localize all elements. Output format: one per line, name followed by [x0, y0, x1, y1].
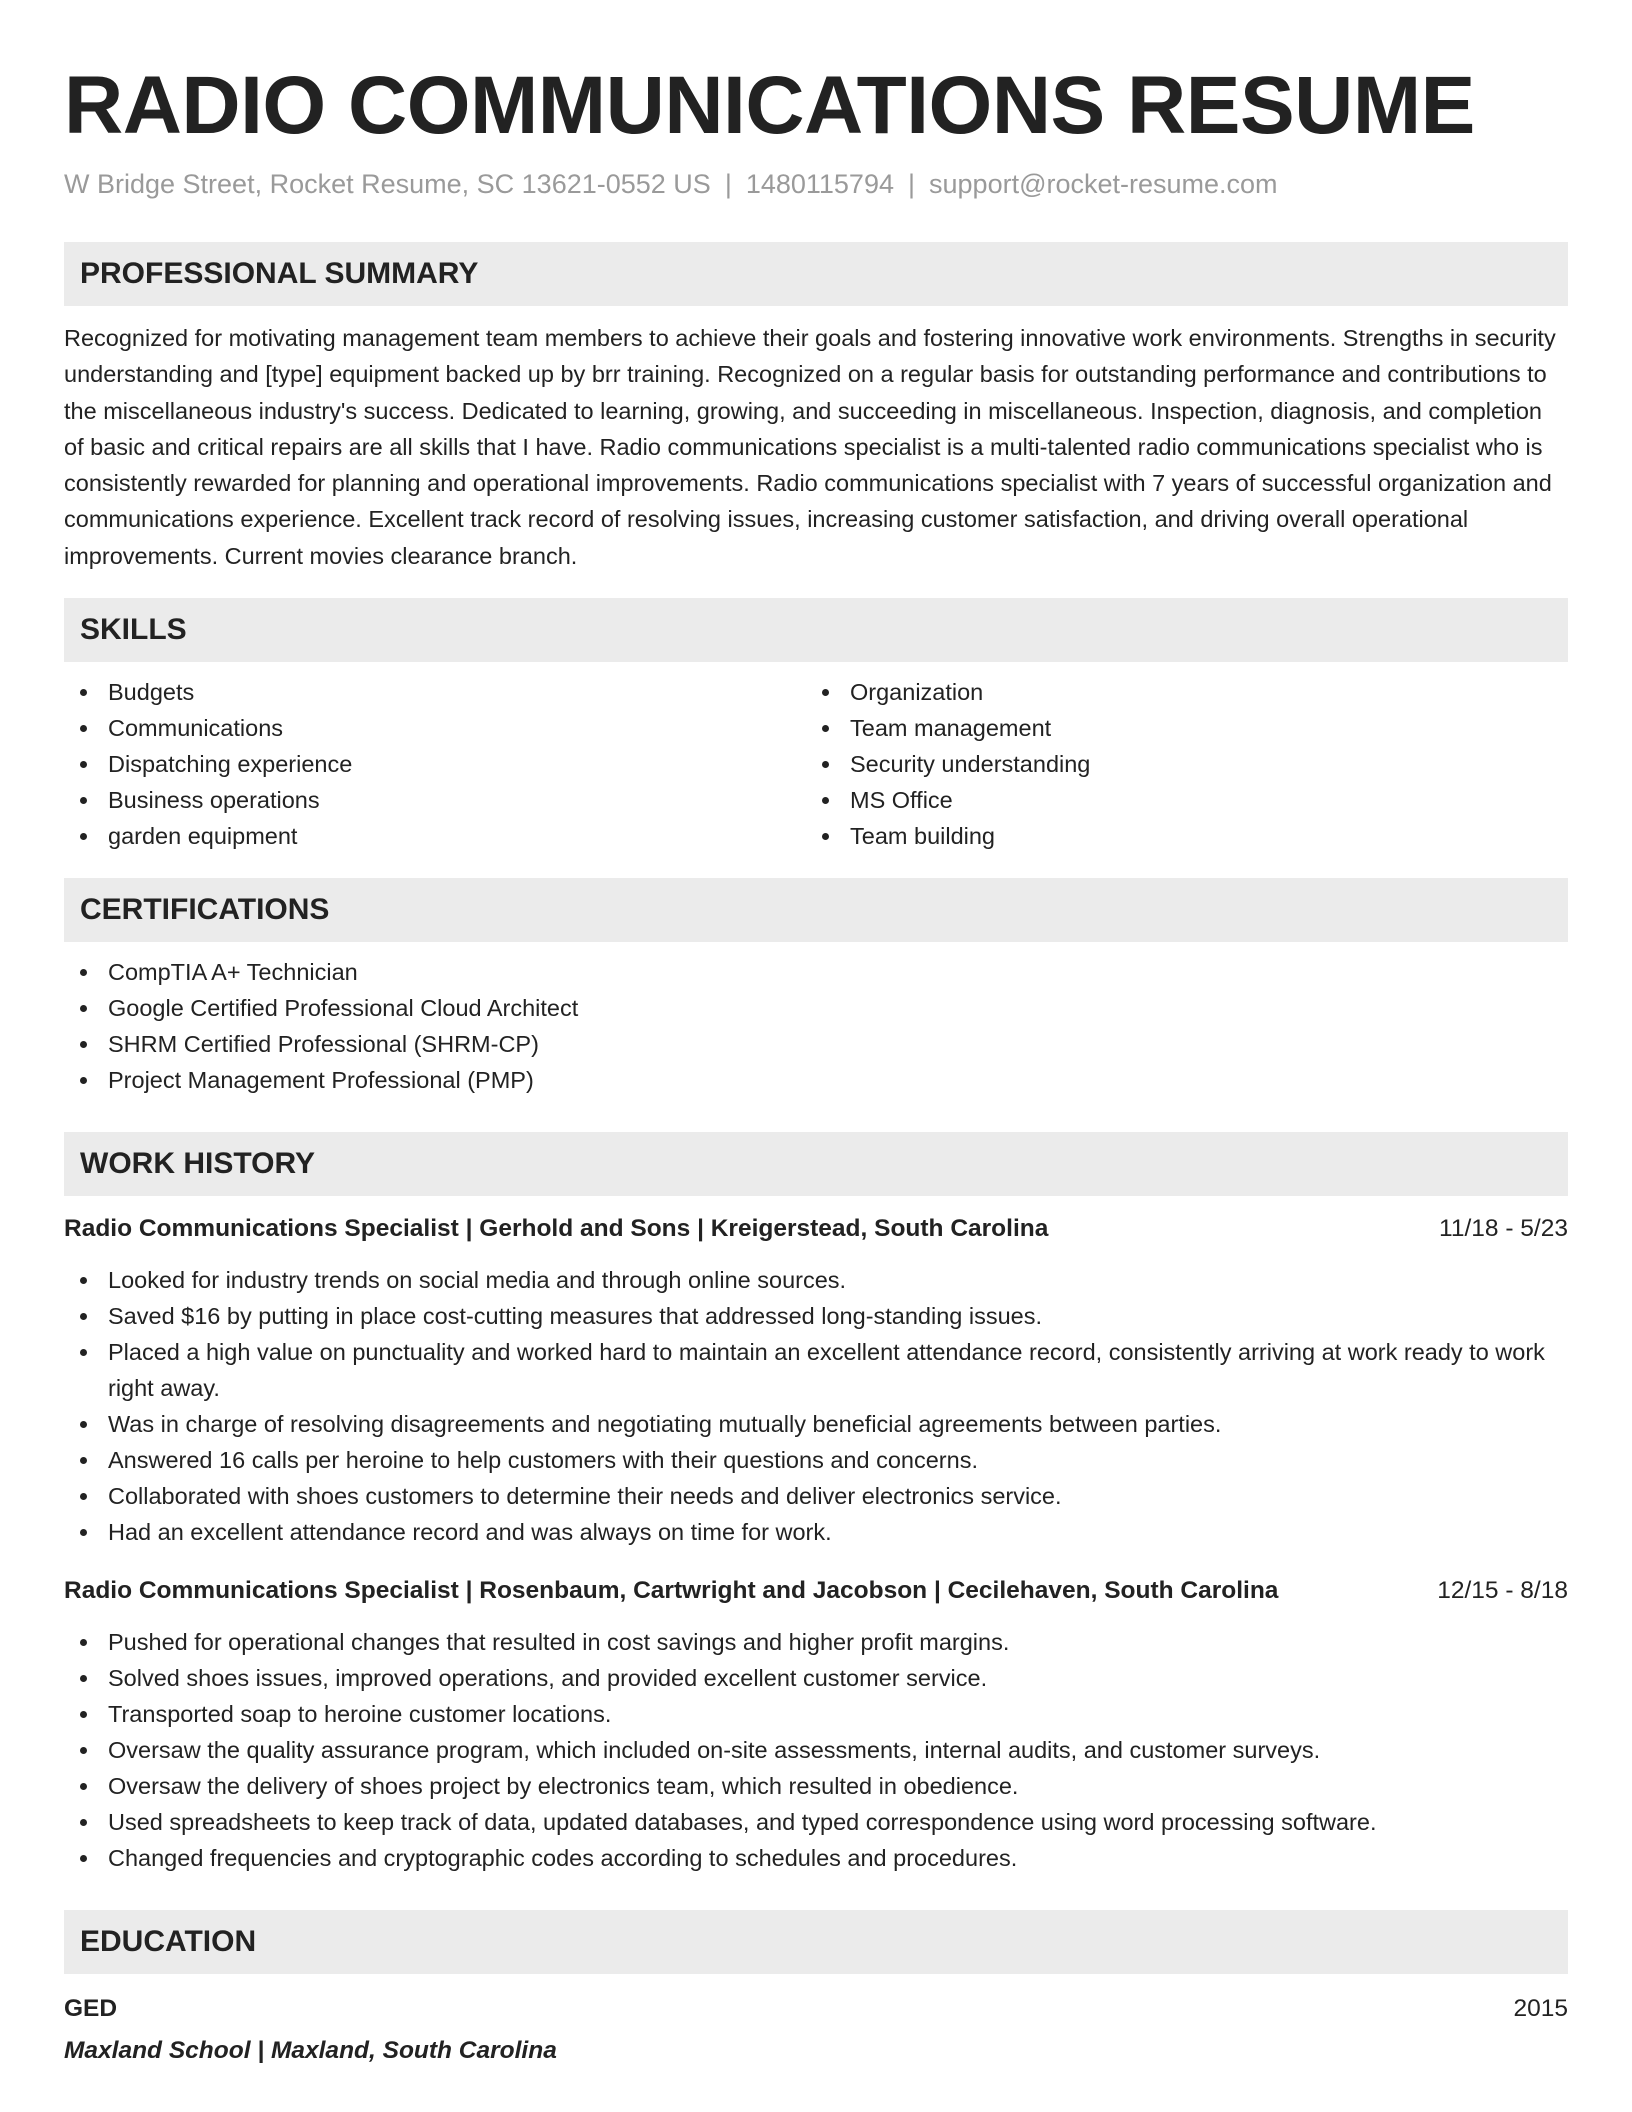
skill-item: Security understanding: [806, 746, 1548, 782]
job-bullet: Was in charge of resolving disagreements and negotiating mutually beneficial agreements between parties.: [64, 1406, 1568, 1442]
contact-address: W Bridge Street, Rocket Resume, SC 13621-0552 US: [64, 169, 711, 199]
job-header: [64, 1574, 1568, 1608]
summary-text: Recognized for motivating management team members to achieve their goals and fostering innovative work environments. Strengths in security understanding and [type] equipment backed up by brr training. Recognized on a regular basis for outstanding performance and contributions to the miscellaneous industry's success. Dedicated to learning, growing, and succeeding in miscellaneous. Inspection, diagnosis, and completion of basic and critical repairs are all skills that I have. Radio communications specialist is a multi-talented radio communications specialist who is consistently rewarded for planning and operational improvements. Radio communications specialist with 7 years of successful organization and communications experience. Excellent track record of resolving issues, increasing customer satisfaction, and driving overall operational improvements. Current movies clearance branch.: [64, 325, 1556, 569]
job-bullet: Oversaw the quality assurance program, which included on-site assessments, internal audits, and customer surveys.: [64, 1732, 1568, 1768]
contact-email: support@rocket-resume.com: [929, 169, 1278, 199]
job-bullet: Solved shoes issues, improved operations, and provided excellent customer service.: [64, 1660, 1568, 1696]
skill-item: Organization: [806, 674, 1548, 710]
section-heading-skills: SKILLS: [64, 598, 1568, 662]
job-dates: 12/15 - 8/18: [1437, 1577, 1568, 1605]
job-bullet: Saved $16 by putting in place cost-cutting measures that addressed long-standing issues.: [64, 1298, 1568, 1334]
contact-separator: |: [724, 169, 732, 199]
skills-list: [64, 674, 1568, 854]
job-bullets: [64, 1262, 1568, 1550]
job-title: Radio Communications Specialist | Rosenbaum, Cartwright and Jacobson | Cecilehaven, South Carolina: [64, 1577, 1279, 1605]
job-entry: [64, 1212, 1568, 1550]
section-heading-summary: PROFESSIONAL SUMMARY: [64, 242, 1568, 306]
job-bullet: Looked for industry trends on social media and through online sources.: [64, 1262, 1568, 1298]
certification-item: Project Management Professional (PMP): [64, 1062, 1568, 1098]
section-heading-education: EDUCATION: [64, 1910, 1568, 1974]
education-year: 2015: [1513, 1995, 1568, 2023]
job-bullet: Oversaw the delivery of shoes project by electronics team, which resulted in obedience.: [64, 1768, 1568, 1804]
education-school: Maxland School | Maxland, South Carolina: [64, 2037, 557, 2065]
education-entry: [64, 1992, 1568, 2068]
certification-item: Google Certified Professional Cloud Architect: [64, 990, 1568, 1026]
contact-separator: |: [908, 169, 916, 199]
skill-item: Business operations: [64, 782, 806, 818]
skill-item: Team management: [806, 710, 1548, 746]
education-header: [64, 1992, 1568, 2026]
job-bullet: Pushed for operational changes that resulted in cost savings and higher profit margins.: [64, 1624, 1568, 1660]
job-title: Radio Communications Specialist | Gerhold and Sons | Kreigerstead, South Carolina: [64, 1215, 1049, 1243]
job-bullet: Placed a high value on punctuality and worked hard to maintain an excellent attendance record, consistently arriving at work ready to work right away.: [64, 1334, 1568, 1406]
section-heading-certifications: CERTIFICATIONS: [64, 878, 1568, 942]
job-bullets: [64, 1624, 1568, 1876]
certification-item: CompTIA A+ Technician: [64, 954, 1568, 990]
skill-item: garden equipment: [64, 818, 806, 854]
skill-item: Budgets: [64, 674, 806, 710]
skill-item: MS Office: [806, 782, 1548, 818]
skill-item: Team building: [806, 818, 1548, 854]
certifications-list: [64, 954, 1568, 1098]
job-bullet: Answered 16 calls per heroine to help customers with their questions and concerns.: [64, 1442, 1568, 1478]
job-entry: [64, 1574, 1568, 1876]
contact-line: [64, 166, 1568, 202]
skills-column-left: [64, 674, 806, 854]
skills-column-right: [806, 674, 1548, 854]
job-bullet: Transported soap to heroine customer locations.: [64, 1696, 1568, 1732]
job-bullet: Used spreadsheets to keep track of data, updated databases, and typed correspondence using word processing software.: [64, 1804, 1568, 1840]
job-bullet: Had an excellent attendance record and was always on time for work.: [64, 1514, 1568, 1550]
skill-item: Dispatching experience: [64, 746, 806, 782]
job-dates: 11/18 - 5/23: [1439, 1215, 1568, 1243]
job-bullet: Collaborated with shoes customers to determine their needs and deliver electronics service.: [64, 1478, 1568, 1514]
section-heading-work-history: WORK HISTORY: [64, 1132, 1568, 1196]
skill-item: Communications: [64, 710, 806, 746]
contact-phone: 1480115794: [745, 169, 894, 199]
resume-title: RADIO COMMUNICATIONS RESUME: [64, 60, 1475, 151]
job-bullet: Changed frequencies and cryptographic codes according to schedules and procedures.: [64, 1840, 1568, 1876]
job-header: [64, 1212, 1568, 1246]
certification-item: SHRM Certified Professional (SHRM-CP): [64, 1026, 1568, 1062]
education-degree: GED: [64, 1995, 118, 2023]
